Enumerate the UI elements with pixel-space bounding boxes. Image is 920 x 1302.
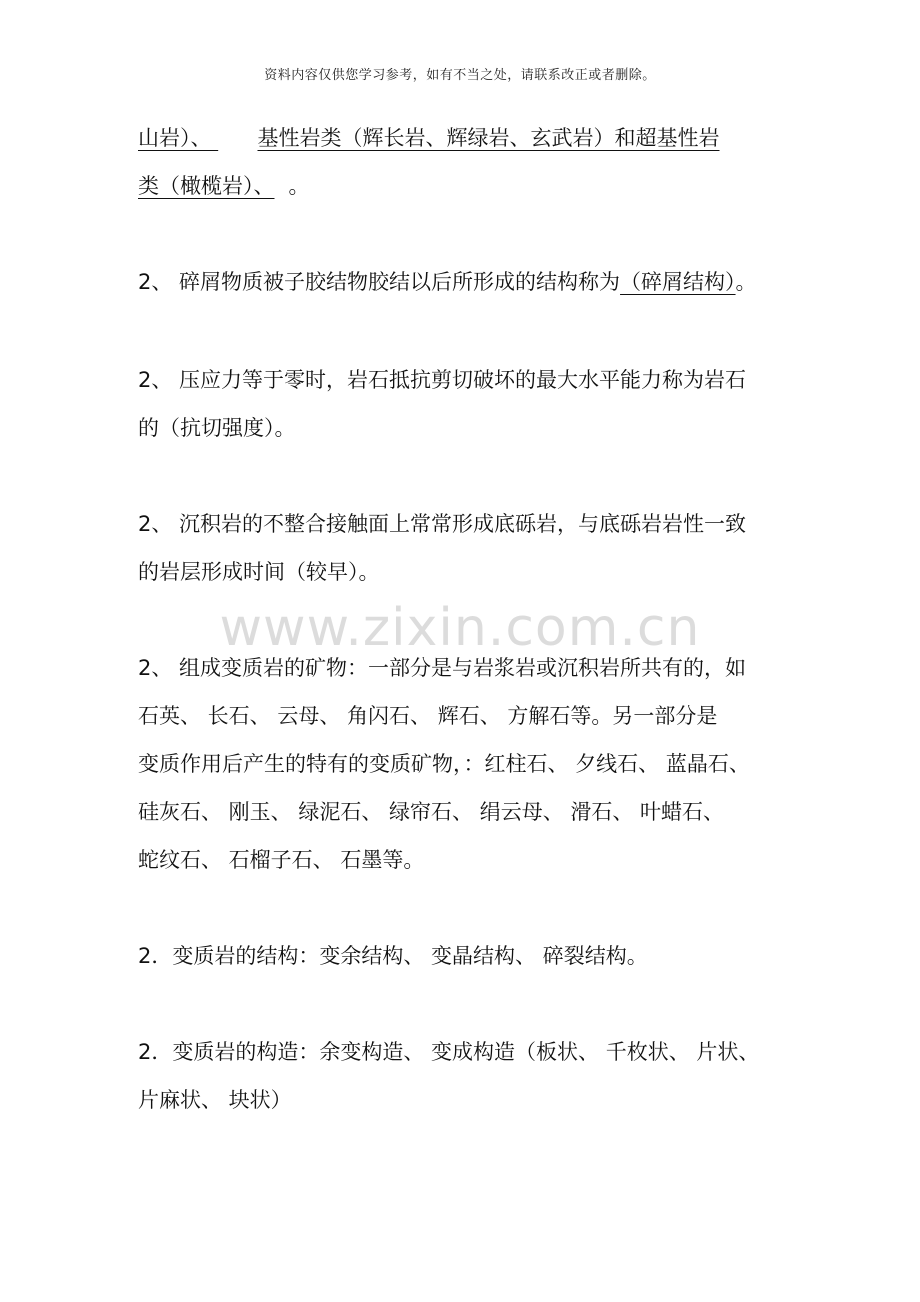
question-line: 片麻状、 块状） [138,1088,292,1112]
text-segment: 。 [288,174,310,198]
question-line: 2、 组成变质岩的矿物：一部分是与岩浆岩或沉积岩所共有的，如 [138,656,747,680]
underlined-answer: 基性岩类（辉长岩、辉绿岩、玄武岩）和超基性岩 [257,126,720,150]
question-line: 蛇纹石、 石榴子石、 石墨等。 [138,848,425,872]
question-line: 变质作用后产生的特有的变质矿物，：红柱石、 夕线石、 蓝晶石、 [138,752,750,776]
question-line: 2．变质岩的构造：余变构造、 变成构造（板状、 千枚状、 片状、 [138,1040,760,1064]
question-line: 的岩层形成时间（较早）。 [138,560,380,584]
question-line [138,268,757,296]
text-segment: 。 [735,270,757,294]
underlined-answer: 山岩）、 [138,126,212,150]
question-line: 石英、 长石、 云母、 角闪石、 辉石、 方解石等。另一部分是 [138,704,718,728]
watermark: www.zixin.com.cn [219,598,701,658]
question-line: 2．变质岩的结构：变余结构、 变晶结构、 碎裂结构。 [138,944,648,968]
text-line [138,124,720,152]
text-segment: 2、 碎屑物质被子胶结物胶结以后所形成的结构称为 [138,270,621,294]
page-header-notice: 资料内容仅供您学习参考，如有不当之处，请联系改正或者删除。 [264,68,656,83]
question-line: 硅灰石、 刚玉、 绿泥石、 绿帘石、 绢云母、 滑石、 叶蜡石、 [138,800,725,824]
question-line: 的（抗切强度）。 [138,416,296,440]
question-line: 2、 沉积岩的不整合接触面上常常形成底砾岩，与底砾岩岩性一致 [138,512,747,536]
underlined-answer: （碎屑结构） [620,270,736,294]
underline-gap [212,124,258,152]
text-line [138,172,310,200]
underlined-answer: 类（橄榄岩）、 [138,174,275,198]
question-line: 2、 压应力等于零时，岩石抵抗剪切破坏的最大水平能力称为岩石 [138,368,747,392]
